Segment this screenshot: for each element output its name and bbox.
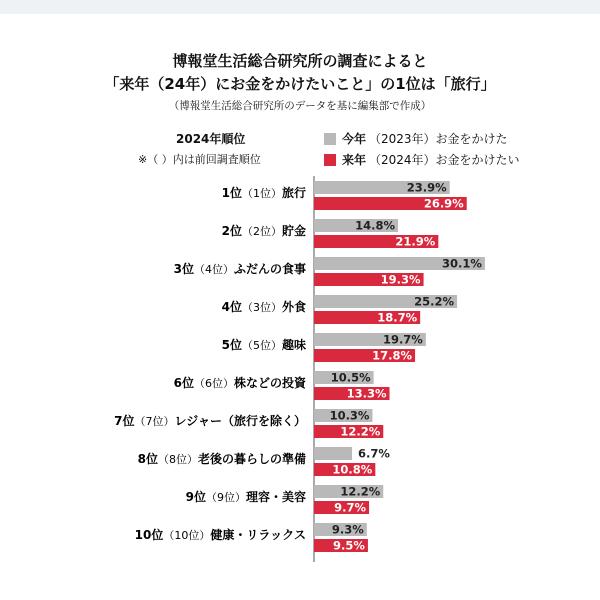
category-rank: 5位 (221, 338, 242, 352)
value-label-previous-year: 30.1% (441, 256, 482, 271)
category-rank: 8位 (137, 452, 158, 466)
category-name: 老後の暮らしの準備 (197, 452, 306, 466)
category-label (222, 223, 306, 238)
value-label-previous-year: 10.3% (329, 408, 370, 423)
category-rank: 10位 (134, 528, 164, 542)
value-label-next-year: 21.9% (395, 234, 436, 249)
category-previous-rank: （10位） (163, 529, 211, 542)
value-label-next-year: 9.7% (334, 500, 367, 515)
value-label-previous-year: 10.5% (330, 370, 371, 385)
category-name: 趣味 (281, 338, 306, 352)
category-label (222, 337, 307, 352)
category-rank: 2位 (221, 224, 242, 238)
category-name: 外食 (281, 300, 306, 314)
title-line-2: 「来年（24年）にお金をかけたいこと」の1位は「旅行」 (104, 75, 496, 93)
value-label-previous-year: 9.3% (331, 522, 364, 537)
rank-note: ※（ ）内は前回調査順位 (138, 153, 261, 166)
category-label (174, 261, 306, 276)
category-label (222, 299, 306, 314)
category-rank: 3位 (173, 262, 194, 276)
value-label-next-year: 26.9% (423, 196, 464, 211)
category-previous-rank: （3位） (241, 301, 282, 314)
category-previous-rank: （9位） (205, 491, 246, 504)
legend-next-bold: 来年 (342, 153, 367, 167)
subtitle: （博報堂生活総合研究所のデータを基に編集部で作成） (168, 100, 432, 112)
category-name: 健康・リラックス (210, 528, 306, 542)
category-rank: 9位 (185, 490, 206, 504)
category-rank: 6位 (173, 376, 194, 390)
rank-header: 2024年順位 (176, 132, 246, 146)
value-label-next-year: 9.5% (333, 538, 365, 553)
value-label-next-year: 12.2% (340, 424, 381, 439)
value-label-previous-year: 25.2% (414, 294, 455, 309)
category-name: レジャー（旅行を除く） (174, 414, 306, 428)
category-previous-rank: （8位） (157, 453, 198, 466)
category-previous-rank: （1位） (241, 187, 282, 200)
category-label (174, 375, 307, 390)
legend-previous-rest: （2023年）お金をかけた (369, 132, 508, 146)
category-name: 株などの投資 (233, 376, 306, 390)
value-label-previous-year: 12.2% (340, 484, 381, 499)
value-label-next-year: 18.7% (377, 310, 418, 325)
category-label (222, 185, 306, 200)
legend-next-rest: （2024年）お金をかけたい (369, 153, 520, 167)
category-label (186, 489, 306, 504)
title-line-1: 博報堂生活総合研究所の調査によると (172, 52, 428, 70)
legend-previous-bold: 今年 (342, 132, 367, 146)
value-label-previous-year: 19.7% (382, 332, 423, 347)
value-label-next-year: 13.3% (346, 386, 387, 401)
value-label-previous-year: 23.9% (406, 180, 447, 195)
category-previous-rank: （6位） (193, 377, 234, 390)
category-rank: 7位 (114, 414, 135, 428)
category-label (114, 413, 306, 428)
category-name: 旅行 (281, 186, 306, 200)
category-previous-rank: （2位） (241, 225, 282, 238)
category-previous-rank: （5位） (241, 339, 282, 352)
bar-previous-year (314, 447, 352, 460)
value-label-next-year: 17.8% (372, 348, 413, 363)
category-rank: 1位 (221, 186, 242, 200)
value-label-previous-year: 14.8% (355, 218, 396, 233)
value-label-previous-year: 6.7% (358, 446, 390, 461)
category-rank: 4位 (221, 300, 242, 314)
category-previous-rank: （7位） (134, 415, 175, 428)
category-label (135, 527, 306, 542)
value-label-next-year: 10.8% (332, 462, 373, 477)
value-label-next-year: 19.3% (380, 272, 421, 287)
category-name: 理容・美容 (245, 490, 306, 504)
category-label (138, 451, 306, 466)
category-name: ふだんの食事 (233, 262, 306, 276)
category-previous-rank: （4位） (193, 263, 234, 276)
category-name: 貯金 (281, 224, 306, 238)
